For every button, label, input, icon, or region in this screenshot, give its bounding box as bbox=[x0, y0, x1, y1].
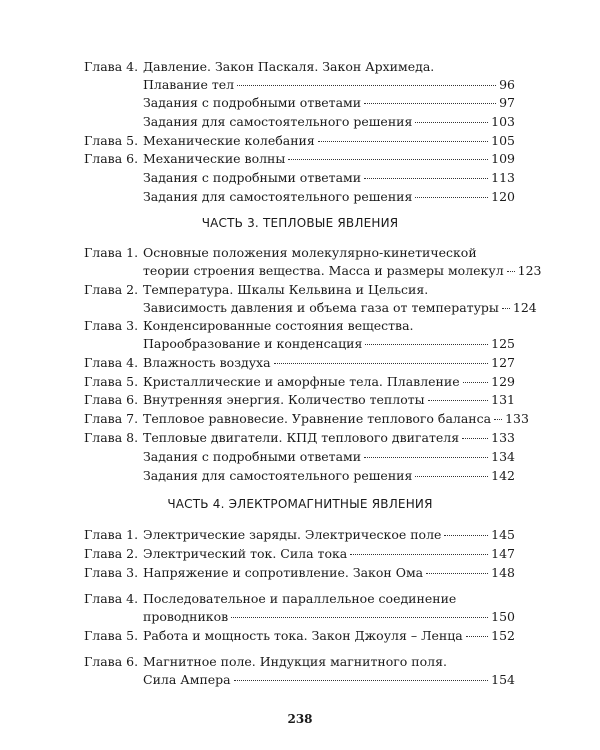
entry-title-row bbox=[143, 608, 515, 626]
dot-leader bbox=[494, 419, 502, 420]
entry-title-line: Кристаллические и аморфные тела. Плавление bbox=[143, 374, 460, 389]
entry-title-line: Конденсированные состояния вещества. bbox=[143, 318, 414, 333]
page-reference: 133 bbox=[505, 411, 529, 426]
dot-leader bbox=[318, 141, 488, 142]
dot-leader bbox=[237, 85, 496, 86]
toc-entry bbox=[84, 564, 515, 582]
page-reference: 152 bbox=[491, 628, 515, 643]
entry-title-line: Плавание тел bbox=[143, 77, 235, 92]
chapter-label: Глава 6. bbox=[84, 654, 139, 669]
dot-leader bbox=[466, 636, 488, 637]
dot-leader bbox=[463, 382, 489, 383]
page-reference: 148 bbox=[491, 565, 515, 580]
entry-title-row bbox=[143, 188, 515, 206]
toc-entry bbox=[84, 132, 515, 150]
toc-entry bbox=[84, 627, 515, 645]
entry-title-line: Давление. Закон Паскаля. Закон Архимеда. bbox=[143, 59, 435, 74]
toc-entry bbox=[84, 281, 537, 317]
entry-title-line: Механические волны bbox=[143, 151, 286, 166]
chapter-label: Глава 3. bbox=[84, 565, 139, 580]
entry-title-line: Задания для самостоятельного решения bbox=[143, 468, 413, 483]
entry-title-line: Температура. Шкалы Кельвина и Цельсия. bbox=[143, 282, 429, 297]
toc-entry bbox=[84, 545, 515, 563]
chapter-label: Глава 5. bbox=[84, 374, 139, 389]
dot-leader bbox=[502, 308, 510, 309]
entry-title-row bbox=[143, 150, 515, 168]
toc-entry bbox=[84, 590, 515, 626]
entry-title-line: Задания с подробными ответами bbox=[143, 95, 362, 110]
dot-leader bbox=[426, 573, 488, 574]
dot-leader bbox=[415, 476, 488, 477]
chapter-label: Глава 2. bbox=[84, 282, 139, 297]
page-reference: 129 bbox=[491, 374, 515, 389]
chapter-label: Глава 1. bbox=[84, 527, 139, 542]
entry-title-line: теории строения вещества. Масса и размеры молекул bbox=[143, 263, 504, 278]
entry-title-line: Тепловые двигатели. КПД теплового двигателя bbox=[143, 430, 460, 445]
entry-title-row bbox=[143, 373, 515, 391]
toc-entry bbox=[84, 391, 515, 409]
entry-title-line: Электрический ток. Сила тока bbox=[143, 546, 348, 561]
chapter-label: Глава 5. bbox=[84, 628, 139, 643]
dot-leader bbox=[364, 457, 488, 458]
entry-title-row bbox=[143, 299, 537, 317]
page-reference: 97 bbox=[499, 95, 515, 110]
toc-entry bbox=[84, 373, 515, 391]
toc-entry bbox=[84, 354, 515, 372]
entry-title-row bbox=[143, 429, 515, 447]
page-reference: 123 bbox=[517, 263, 542, 278]
entry-title-row bbox=[143, 132, 515, 150]
chapter-label: Глава 4. bbox=[84, 59, 139, 74]
page-reference: 127 bbox=[491, 355, 515, 370]
chapter-label: Глава 6. bbox=[84, 151, 139, 166]
entry-title-line: Тепловое равновесие. Уравнение теплового баланса bbox=[143, 411, 492, 426]
toc-entry bbox=[84, 526, 515, 544]
page-reference: 125 bbox=[491, 336, 515, 351]
entry-title-line: Механические колебания bbox=[143, 133, 315, 148]
page-reference: 96 bbox=[499, 77, 515, 92]
entry-title-line: Магнитное поле. Индукция магнитного поля. bbox=[143, 654, 447, 669]
entry-title-row bbox=[143, 526, 515, 544]
dot-leader bbox=[364, 178, 488, 179]
chapter-label: Глава 4. bbox=[84, 355, 139, 370]
chapter-label: Глава 7. bbox=[84, 411, 139, 426]
entry-title-row bbox=[143, 564, 515, 582]
toc-entry bbox=[84, 58, 515, 94]
page-reference: 154 bbox=[491, 672, 515, 687]
page-reference: 133 bbox=[491, 430, 515, 445]
section-heading: ЧАСТЬ 4. ЭЛЕКТРОМАГНИТНЫЕ ЯВЛЕНИЯ bbox=[167, 497, 433, 511]
entry-title-row bbox=[143, 391, 515, 409]
dot-leader bbox=[444, 535, 488, 536]
entry-title-line: Влажность воздуха bbox=[143, 355, 271, 370]
page-number: 238 bbox=[287, 712, 313, 726]
entry-title-line: Напряжение и сопротивление. Закон Ома bbox=[143, 565, 424, 580]
page-reference: 150 bbox=[491, 609, 515, 624]
entry-title-line: Задания с подробными ответами bbox=[143, 449, 362, 464]
dot-leader bbox=[462, 438, 488, 439]
entry-title-row bbox=[143, 410, 529, 428]
entry-title-row bbox=[143, 627, 515, 645]
entry-title-line: Электрические заряды. Электрическое поле bbox=[143, 527, 442, 542]
toc-entry bbox=[84, 653, 515, 689]
entry-title-row bbox=[143, 76, 515, 94]
toc-entry bbox=[84, 410, 529, 428]
dot-leader bbox=[507, 271, 515, 272]
toc-entry bbox=[84, 448, 515, 466]
dot-leader bbox=[231, 617, 488, 618]
entry-title-line: проводников bbox=[143, 609, 229, 624]
page-reference: 109 bbox=[491, 151, 515, 166]
entry-title-line: Внутренняя энергия. Количество теплоты bbox=[143, 392, 425, 407]
dot-leader bbox=[274, 363, 489, 364]
entry-title-row bbox=[143, 335, 515, 353]
toc-entry bbox=[84, 317, 515, 353]
dot-leader bbox=[428, 400, 489, 401]
entry-title-row bbox=[143, 448, 515, 466]
dot-leader bbox=[415, 197, 488, 198]
page-reference: 131 bbox=[491, 392, 515, 407]
section-heading: ЧАСТЬ 3. ТЕПЛОВЫЕ ЯВЛЕНИЯ bbox=[201, 216, 399, 230]
chapter-label: Глава 1. bbox=[84, 245, 139, 260]
entry-title-line: Сила Ампера bbox=[143, 672, 231, 687]
dot-leader bbox=[364, 103, 496, 104]
entry-title-line: Парообразование и конденсация bbox=[143, 336, 363, 351]
entry-title-row bbox=[143, 113, 515, 131]
toc-entry bbox=[84, 244, 542, 280]
page-reference: 147 bbox=[491, 546, 515, 561]
chapter-label: Глава 6. bbox=[84, 392, 139, 407]
entry-title-row bbox=[143, 169, 515, 187]
page-reference: 142 bbox=[491, 468, 515, 483]
entry-title-row bbox=[143, 94, 515, 112]
dot-leader bbox=[365, 344, 488, 345]
chapter-label: Глава 8. bbox=[84, 430, 139, 445]
entry-title-row bbox=[143, 354, 515, 372]
dot-leader bbox=[350, 554, 488, 555]
toc-entry bbox=[84, 150, 515, 168]
toc-entry bbox=[84, 429, 515, 447]
entry-title-line: Задания для самостоятельного решения bbox=[143, 189, 413, 204]
chapter-label: Глава 5. bbox=[84, 133, 139, 148]
page-reference: 105 bbox=[491, 133, 515, 148]
page-reference: 134 bbox=[491, 449, 515, 464]
entry-title-row bbox=[143, 262, 542, 280]
entry-title-line: Зависимость давления и объема газа от температуры bbox=[143, 300, 499, 315]
page-reference: 113 bbox=[491, 170, 515, 185]
toc-entry bbox=[84, 467, 515, 485]
chapter-label: Глава 2. bbox=[84, 546, 139, 561]
toc-entry bbox=[84, 169, 515, 187]
page-reference: 145 bbox=[491, 527, 515, 542]
entry-title-row bbox=[143, 671, 515, 689]
toc-entry bbox=[84, 188, 515, 206]
entry-title-line: Последовательное и параллельное соединение bbox=[143, 591, 457, 606]
dot-leader bbox=[415, 122, 488, 123]
page-reference: 103 bbox=[491, 114, 515, 129]
entry-title-row bbox=[143, 467, 515, 485]
entry-title-line: Основные положения молекулярно-кинетической bbox=[143, 245, 477, 260]
dot-leader bbox=[234, 680, 489, 681]
entry-title-line: Задания с подробными ответами bbox=[143, 170, 362, 185]
page-reference: 124 bbox=[512, 300, 537, 315]
entry-title-line: Задания для самостоятельного решения bbox=[143, 114, 413, 129]
chapter-label: Глава 4. bbox=[84, 591, 139, 606]
toc-entry bbox=[84, 94, 515, 112]
toc-entry bbox=[84, 113, 515, 131]
page-reference: 120 bbox=[491, 189, 515, 204]
entry-title-row bbox=[143, 545, 515, 563]
chapter-label: Глава 3. bbox=[84, 318, 139, 333]
entry-title-line: Работа и мощность тока. Закон Джоуля – Ленца bbox=[143, 628, 463, 643]
dot-leader bbox=[288, 159, 488, 160]
